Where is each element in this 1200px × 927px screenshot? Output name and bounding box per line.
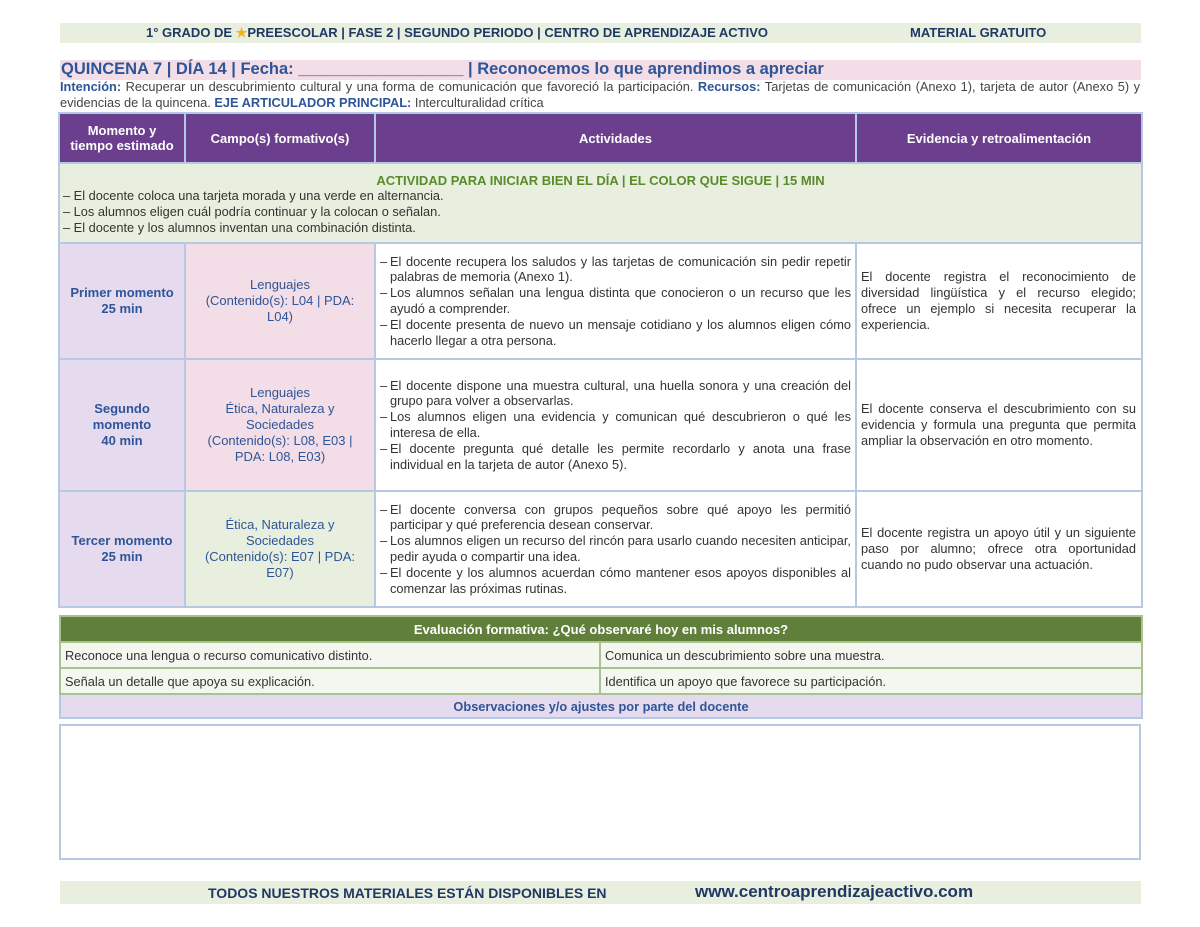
moment-cell: [59, 359, 185, 491]
page-title: QUINCENA 7 | DÍA 14 | Fecha: __________________ | Reconocemos lo que aprendimos a apreciar: [61, 60, 824, 78]
moment-label: Tercer momento: [71, 533, 173, 548]
evidence-cell: El docente registra el reconocimiento de diversidad lingüística y el recurso elegido; ofrece un ejemplo si necesita recuperar la experiencia.: [856, 243, 1142, 359]
resources-label: Recursos:: [697, 79, 761, 94]
activity-item: – El docente presenta de nuevo un mensaje cotidiano y los alumnos eligen cómo hacerlo llegar a otra persona.: [380, 317, 851, 349]
grade-info: 1° GRADO DE ★PREESCOLAR | FASE 2 | SEGUNDO PERIODO | CENTRO DE APRENDIZAJE ACTIVO: [146, 25, 769, 40]
star-icon: ★: [235, 25, 248, 40]
activity-item: – Los alumnos señalan una lengua distinta que conocieron o un recurso que les ayudó a comprender.: [380, 285, 851, 317]
evidence-cell: El docente registra un apoyo útil y un siguiente paso por alumno; ofrece otra oportunidad cuando no pudo observar una actuación.: [856, 491, 1142, 607]
header-evidence: Evidencia y retroalimentación: [856, 113, 1142, 163]
observations-title: Observaciones y/o ajustes por parte del docente: [60, 694, 1142, 718]
table-row: [59, 243, 1142, 359]
campo-cell: [185, 243, 375, 359]
table-header-row: [59, 113, 1142, 163]
intent-paragraph: [60, 79, 1140, 111]
table-row: [59, 491, 1142, 607]
activities-cell: [375, 243, 856, 359]
campo-cell: [185, 359, 375, 491]
evaluation-table: [59, 615, 1143, 719]
top-banner: [60, 23, 1141, 43]
evaluation-item: Reconoce una lengua o recurso comunicativo distinto.: [60, 642, 600, 668]
evaluation-item: Identifica un apoyo que favorece su participación.: [600, 668, 1142, 694]
activity-item: – El docente y los alumnos acuerdan cómo mantener esos apoyos disponibles al comenzar las próximas rutinas.: [380, 565, 851, 597]
start-activity-line: – El docente y los alumnos inventan una combinación distinta.: [63, 220, 416, 235]
activity-item: – El docente pregunta qué detalle les permite recordarlo y anota una frase individual en la tarjeta de autor (Anexo 5).: [380, 441, 851, 473]
footer-text: TODOS NUESTROS MATERIALES ESTÁN DISPONIBLES EN: [208, 885, 607, 901]
header-campo: Campo(s) formativo(s): [185, 113, 375, 163]
intent-label: Intención:: [60, 79, 122, 94]
activity-item: – El docente conversa con grupos pequeños sobre qué apoyo les permitió participar y qué preferencia desean conservar.: [380, 502, 851, 534]
axis-label: EJE ARTICULADOR PRINCIPAL:: [214, 95, 412, 110]
campo-text: Lenguajes (Contenido(s): L04 | PDA: L04): [205, 277, 355, 324]
evaluation-item: Comunica un descubrimiento sobre una muestra.: [600, 642, 1142, 668]
evaluation-title: Evaluación formativa: ¿Qué observaré hoy en mis alumnos?: [60, 616, 1142, 642]
activity-item: – Los alumnos eligen una evidencia y comunican qué descubrieron o qué les interesa de ella.: [380, 409, 851, 441]
evaluation-row: [60, 668, 1142, 694]
start-activity-line: – El docente coloca una tarjeta morada y una verde en alternancia.: [63, 188, 444, 203]
start-activity-cell: [59, 163, 1142, 243]
moment-label: Primer momento: [70, 285, 174, 300]
start-activity-title: ACTIVIDAD PARA INICIAR BIEN EL DÍA | EL COLOR QUE SIGUE | 15 MIN: [376, 173, 825, 188]
intent-text: Recuperar un descubrimiento cultural y una forma de comunicación que favoreció la participación.: [121, 79, 698, 94]
campo-text: Ética, Naturaleza y Sociedades (Contenido(s): E07 | PDA: E07): [204, 517, 356, 580]
evidence-cell: El docente conserva el descubrimiento con su evidencia y formula una pregunta que permita ampliar la observación en otro momento.: [856, 359, 1142, 491]
moment-time: 25 min: [101, 549, 143, 564]
activity-item: – El docente dispone una muestra cultural, una huella sonora y una creación del grupo para volver a observarlas.: [380, 378, 851, 410]
start-activity-row: [59, 163, 1142, 243]
campo-cell: [185, 491, 375, 607]
activity-item: – Los alumnos eligen un recurso del rincón para usarlo cuando necesiten anticipar, pedir ayuda o compartir una idea.: [380, 533, 851, 565]
header-moment: Momento y tiempo estimado: [59, 113, 185, 163]
moment-time: 25 min: [101, 301, 143, 316]
moment-cell: [59, 243, 185, 359]
free-material-label: MATERIAL GRATUITO: [910, 25, 1047, 40]
resources-text: Tarjetas de comunicación (Anexo 1), tarjeta de autor (Anexo 5) y evidencias de la quincena.: [60, 79, 1140, 110]
footer-url-link[interactable]: www.centroaprendizajeactivo.com: [695, 882, 974, 901]
evaluation-row: [60, 642, 1142, 668]
evaluation-item: Señala un detalle que apoya su explicación.: [60, 668, 600, 694]
activities-cell: [375, 359, 856, 491]
plan-table: [58, 112, 1143, 608]
observations-box[interactable]: [59, 724, 1141, 860]
activities-cell: [375, 491, 856, 607]
moment-label: Segundo momento: [92, 401, 152, 432]
campo-text: Lenguajes Ética, Naturaleza y Sociedades (Contenido(s): L08, E03 | PDA: L08, E03): [207, 385, 353, 464]
table-row: [59, 359, 1142, 491]
footer-banner: [60, 881, 1141, 904]
moment-cell: [59, 491, 185, 607]
axis-text: Interculturalidad crítica: [411, 95, 544, 110]
moment-time: 40 min: [101, 433, 143, 448]
header-activities: Actividades: [375, 113, 856, 163]
start-activity-line: – Los alumnos eligen cuál podría continuar y la colocan o señalan.: [63, 204, 441, 219]
activity-item: – El docente recupera los saludos y las tarjetas de comunicación sin pedir repetir palabras de memoria (Anexo 1).: [380, 254, 851, 286]
